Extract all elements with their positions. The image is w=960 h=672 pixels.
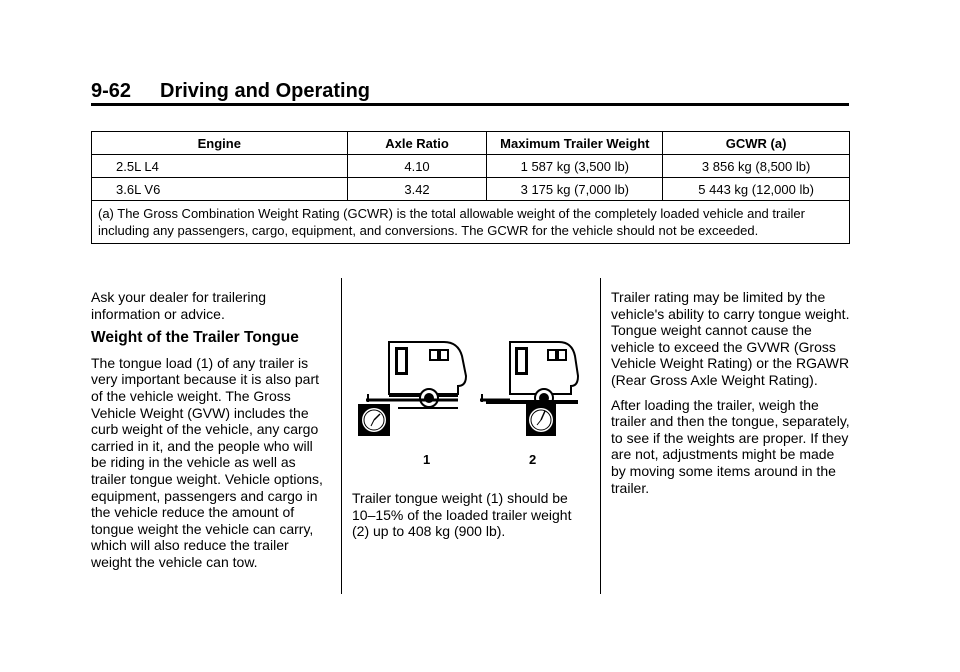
tongue-weight-illustration (354, 334, 579, 470)
page-header (91, 80, 370, 103)
right-scale-platform (486, 400, 578, 436)
table-footnote: (a) The Gross Combination Weight Rating (GCWR) is the total allowable weight of the completely loaded vehicle and trailer including any passengers, cargo, equipment, and conversions. The GCWR for the vehicle should not be exceeded. (92, 201, 850, 244)
cell-engine: 2.5L L4 (92, 155, 348, 178)
trailer-spec-table (91, 131, 850, 244)
header-engine: Engine (92, 132, 348, 155)
section-heading: Weight of the Trailer Tongue (91, 329, 299, 347)
left-column (91, 289, 331, 579)
column-divider-2 (600, 278, 601, 594)
trailer-rating-paragraph: Trailer rating may be limited by the vehicle's ability to carry tongue weight. Tongue weight cannot cause the vehicle to exceed the GVWR (Gross Vehicle Weight Rating) or the RGAWR (Rear Gross Axle Weight Rating). (611, 289, 850, 388)
left-trailer (366, 342, 466, 407)
right-column (611, 289, 853, 504)
page-number: 9-62 (91, 80, 132, 102)
cell-axle-ratio: 3.42 (347, 178, 487, 201)
header-axle-ratio: Axle Ratio (347, 132, 487, 155)
header-rule (91, 103, 849, 106)
trailer-scales-diagram (354, 334, 579, 470)
cell-max-trailer-weight: 3 175 kg (7,000 lb) (487, 178, 663, 201)
cell-max-trailer-weight: 1 587 kg (3,500 lb) (487, 155, 663, 178)
table-header-row (92, 132, 850, 155)
figure-label-1: 1 (423, 452, 431, 467)
intro-paragraph: Ask your dealer for trailering information or advice. (91, 289, 267, 322)
figure-caption: Trailer tongue weight (1) should be 10–15% of the loaded trailer weight (2) up to 408 kg (900 lb). (352, 490, 572, 540)
cell-gcwr: 5 443 kg (12,000 lb) (663, 178, 850, 201)
left-scale-icon (358, 404, 390, 436)
table-footnote-row (92, 201, 850, 244)
figure-label-2: 2 (529, 452, 537, 467)
header-gcwr: GCWR (a) (663, 132, 850, 155)
right-trailer (480, 342, 578, 407)
header-max-trailer-weight: Maximum Trailer Weight (487, 132, 663, 155)
cell-engine: 3.6L V6 (92, 178, 348, 201)
table-row (92, 178, 850, 201)
weighing-paragraph: After loading the trailer, weigh the trailer and then the tongue, separately, to see if the weights are proper. If they are not, adjustments might be made by moving some items around in the trailer. (611, 396, 850, 496)
middle-column (352, 490, 584, 548)
cell-axle-ratio: 4.10 (347, 155, 487, 178)
table-row (92, 155, 850, 178)
section-title: Driving and Operating (160, 80, 371, 102)
cell-gcwr: 3 856 kg (8,500 lb) (663, 155, 850, 178)
tongue-weight-paragraph: The tongue load (1) of any trailer is very important because it is also part of the vehicle weight. The Gross Vehicle Weight (GVW) includes the curb weight of the vehicle, any cargo carried in it, and the people who will be riding in the vehicle as well as trailer tongue weight. Vehicle options, equipment, passengers and cargo in the vehicle reduce the amount of tongue weight the vehicle can carry, which will also reduce the trailer weight the vehicle can tow. (91, 354, 323, 570)
column-divider-1 (341, 278, 342, 594)
